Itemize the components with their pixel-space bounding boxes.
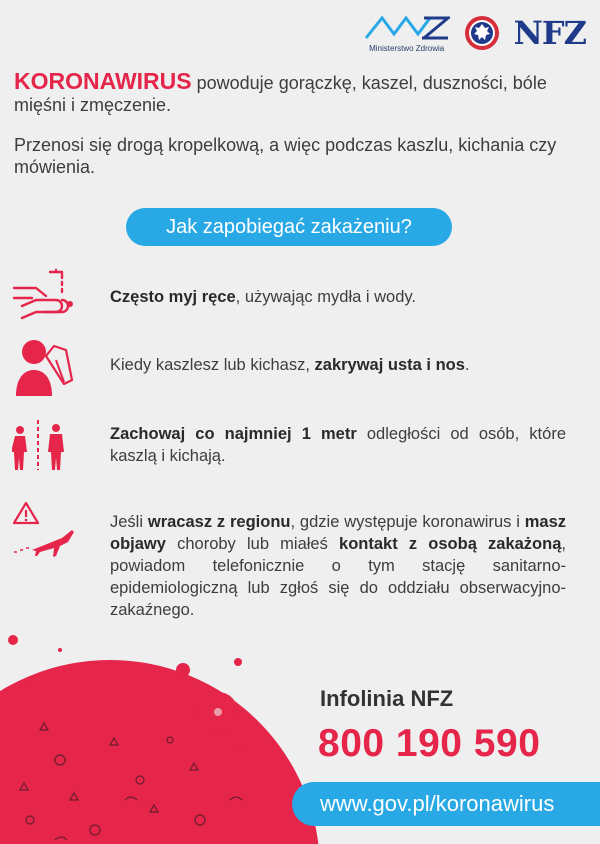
intro-text <box>14 70 574 178</box>
warning-airplane-icon <box>12 500 76 560</box>
tip-travel-text <box>110 511 566 621</box>
website-link[interactable]: www.gov.pl/koronawirus <box>292 782 600 826</box>
ministry-mark-icon <box>364 12 450 42</box>
tip-travel-b1: wracasz z regionu <box>147 513 291 531</box>
sneeze-person-icon <box>12 334 76 396</box>
sanitary-emblem-icon <box>464 15 500 51</box>
tip-travel <box>0 500 600 630</box>
intro-symptoms-text: powoduje gorączkę, kaszel, duszności, bóle mięśni i zmęczenie. <box>14 73 547 115</box>
tip-wash-rest: , używając mydła i wody. <box>235 288 416 306</box>
tip-distance-rest: odległości od osób, które kaszlą i kichają. <box>110 425 566 465</box>
ministry-logo <box>364 12 450 53</box>
distance-people-icon <box>12 418 68 472</box>
tip-travel-b3: kontakt z osobą zakażoną <box>339 535 562 553</box>
infoline-title: Infolinia NFZ <box>320 686 454 711</box>
intro-transmission: Przenosi się drogą kropelkową, a więc podczas kaszlu, kichania czy mówienia. <box>14 135 557 177</box>
tip-cover-mouth <box>0 334 600 398</box>
tip-travel-p4: , powiadom telefonicznie o tym stację sanitarno-epidemiologiczną lub zgłoś się do oddziału obserwacyjno-zakaźnego. <box>110 535 566 619</box>
tip-cover-post: . <box>464 356 470 374</box>
tip-cover-bold: zakrywaj usta i nos <box>314 356 465 374</box>
tip-cover-text <box>110 354 566 376</box>
tip-wash-bold: Często myj ręce <box>110 288 236 306</box>
tip-travel-b2: masz objawy <box>110 513 566 553</box>
ministry-name: Ministerstwo Zdrowia <box>369 44 445 53</box>
hand-washing-icon <box>12 268 76 324</box>
nfz-logo: NFZ <box>513 13 586 52</box>
tip-wash-hands <box>0 268 600 328</box>
tip-travel-p1: Jeśli <box>110 513 148 531</box>
tip-wash-text <box>110 286 566 308</box>
tip-keep-distance <box>0 416 600 476</box>
prevention-question: Jak zapobiegać zakażeniu? <box>126 208 452 246</box>
tip-cover-pre: Kiedy kaszlesz lub kichasz, <box>110 356 315 374</box>
tip-distance-bold: Zachowaj co najmniej 1 metr <box>110 425 357 443</box>
tip-travel-p3: choroby lub miałeś <box>165 535 340 553</box>
header-logos <box>364 12 586 53</box>
tip-distance-text <box>110 423 566 467</box>
brand-name: KORONAWIRUS <box>14 68 192 94</box>
tip-travel-p2: , gdzie występuje koronawirus i <box>290 513 525 531</box>
intro-symptoms <box>14 70 574 116</box>
infoline-phone[interactable]: 800 190 590 <box>318 722 541 765</box>
